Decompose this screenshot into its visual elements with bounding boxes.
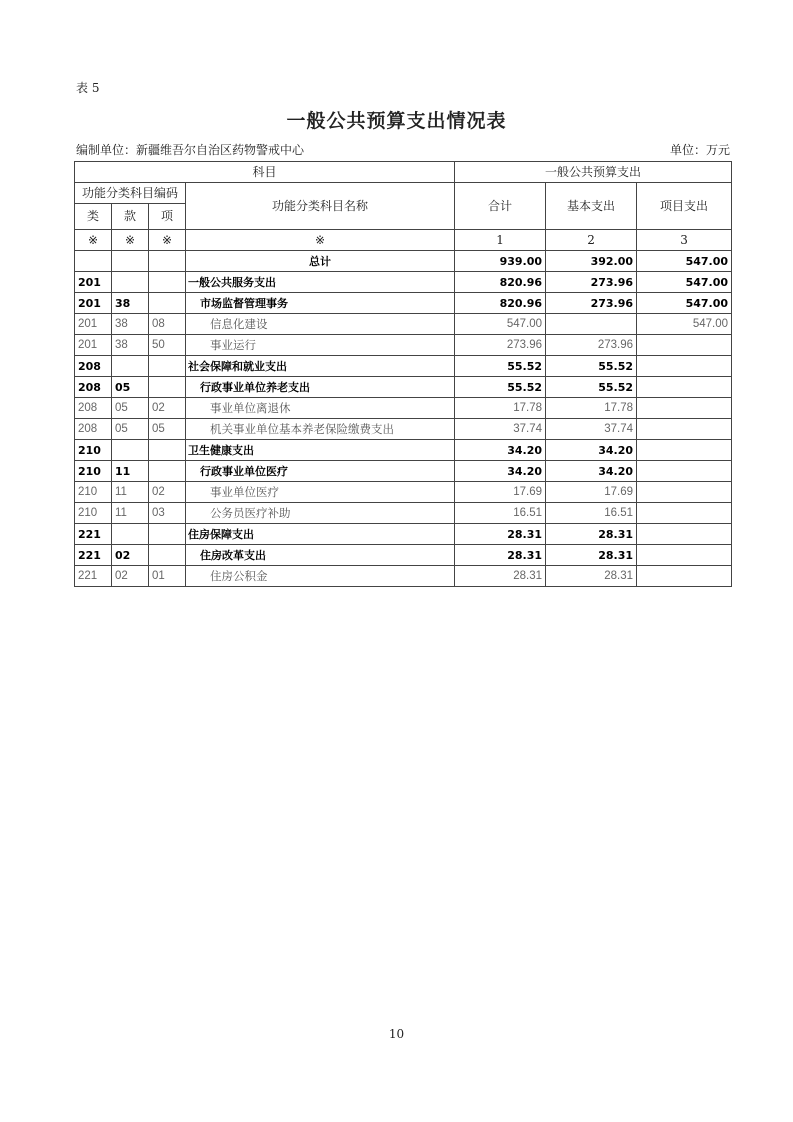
code-xiang-cell [149,524,186,545]
total-cell: 17.69 [455,482,546,503]
project-cell [637,419,732,440]
code-lei-cell: 221 [75,524,112,545]
basic-cell: 37.74 [546,419,637,440]
basic-cell: 34.20 [546,440,637,461]
basic-cell: 17.78 [546,398,637,419]
code-lei-cell: 210 [75,503,112,524]
basic-cell: 273.96 [546,272,637,293]
subject-name-cell: 社会保障和就业支出 [186,356,455,377]
project-cell [637,566,732,587]
table-row [75,314,732,335]
table-row [75,293,732,314]
code-kuan-cell [112,272,149,293]
header-kuan: 款 [112,204,149,230]
code-lei-cell [75,251,112,272]
table-row [75,524,732,545]
code-lei-cell: 210 [75,482,112,503]
subject-name-cell: 住房保障支出 [186,524,455,545]
code-xiang-cell [149,293,186,314]
code-kuan-cell: 05 [112,377,149,398]
basic-cell: 28.31 [546,524,637,545]
code-kuan-cell: 38 [112,314,149,335]
project-cell: 547.00 [637,251,732,272]
basic-cell: 17.69 [546,482,637,503]
code-lei-cell: 201 [75,293,112,314]
table-row [75,545,732,566]
total-cell: 34.20 [455,461,546,482]
basic-cell: 392.00 [546,251,637,272]
code-xiang-cell: 08 [149,314,186,335]
table-row [75,377,732,398]
code-kuan-cell: 02 [112,566,149,587]
header-subject: 科目 [75,162,455,183]
total-cell: 28.31 [455,566,546,587]
code-xiang-cell [149,356,186,377]
header-code-group: 功能分类科目编码 [75,183,186,204]
total-cell: 547.00 [455,314,546,335]
total-cell: 17.78 [455,398,546,419]
subject-name-cell: 行政事业单位养老支出 [186,377,455,398]
header-mark-lei: ※ [75,230,112,251]
total-cell: 37.74 [455,419,546,440]
project-cell [637,461,732,482]
project-cell [637,482,732,503]
project-cell: 547.00 [637,293,732,314]
project-cell [637,398,732,419]
code-lei-cell: 221 [75,566,112,587]
header-lei: 类 [75,204,112,230]
unit-line [76,141,730,158]
subject-name-cell: 事业单位医疗 [186,482,455,503]
subject-name-cell: 行政事业单位医疗 [186,461,455,482]
compiling-unit: 编制单位：新疆维吾尔自治区药物警戒中心 [76,143,305,157]
subject-name-cell: 卫生健康支出 [186,440,455,461]
page-number: 10 [388,1027,405,1041]
subject-name-cell: 住房公积金 [186,566,455,587]
header-row-4 [75,230,732,251]
total-cell: 273.96 [455,335,546,356]
code-kuan-cell: 11 [112,503,149,524]
code-xiang-cell: 05 [149,419,186,440]
total-cell: 820.96 [455,293,546,314]
subject-name-cell: 信息化建设 [186,314,455,335]
basic-cell: 55.52 [546,356,637,377]
code-lei-cell: 201 [75,335,112,356]
code-lei-cell: 210 [75,461,112,482]
total-cell: 16.51 [455,503,546,524]
code-kuan-cell: 05 [112,419,149,440]
table-row [75,503,732,524]
subject-name-cell: 市场监督管理事务 [186,293,455,314]
table-row [75,419,732,440]
basic-cell: 28.31 [546,545,637,566]
header-name: 功能分类科目名称 [186,183,455,230]
total-cell: 28.31 [455,524,546,545]
code-kuan-cell: 11 [112,461,149,482]
code-kuan-cell: 38 [112,335,149,356]
table-row [75,566,732,587]
code-kuan-cell [112,440,149,461]
code-lei-cell: 210 [75,440,112,461]
code-lei-cell: 221 [75,545,112,566]
table-number: 表 5 [76,81,100,95]
basic-cell [546,314,637,335]
header-budget-group: 一般公共预算支出 [455,162,732,183]
basic-cell: 34.20 [546,461,637,482]
table-row [75,482,732,503]
code-lei-cell: 208 [75,398,112,419]
code-xiang-cell: 01 [149,566,186,587]
total-cell: 28.31 [455,545,546,566]
project-cell [637,377,732,398]
code-xiang-cell: 02 [149,398,186,419]
code-kuan-cell [112,356,149,377]
project-cell [637,335,732,356]
subject-name-cell: 公务员医疗补助 [186,503,455,524]
code-kuan-cell [112,524,149,545]
code-lei-cell: 208 [75,419,112,440]
subject-name-cell: 总计 [186,251,455,272]
total-cell: 820.96 [455,272,546,293]
basic-cell: 55.52 [546,377,637,398]
subject-name-cell: 住房改革支出 [186,545,455,566]
table-row [75,461,732,482]
code-kuan-cell: 38 [112,293,149,314]
table-row [75,398,732,419]
subject-name-cell: 事业运行 [186,335,455,356]
code-lei-cell: 201 [75,314,112,335]
table-row [75,251,732,272]
code-kuan-cell: 11 [112,482,149,503]
header-col-1: 1 [455,230,546,251]
code-xiang-cell: 02 [149,482,186,503]
total-cell: 34.20 [455,440,546,461]
basic-cell: 273.96 [546,335,637,356]
header-col-3: 3 [637,230,732,251]
code-xiang-cell: 03 [149,503,186,524]
currency-unit: 单位：万元 [669,143,730,157]
total-cell: 55.52 [455,377,546,398]
subject-name-cell: 机关事业单位基本养老保险缴费支出 [186,419,455,440]
header-mark-name: ※ [186,230,455,251]
project-cell [637,503,732,524]
project-cell: 547.00 [637,272,732,293]
header-total: 合计 [455,183,546,230]
code-lei-cell: 201 [75,272,112,293]
subject-name-cell: 事业单位离退休 [186,398,455,419]
header-row-1 [75,162,732,183]
table-row [75,335,732,356]
code-xiang-cell [149,377,186,398]
table-row [75,272,732,293]
code-xiang-cell [149,461,186,482]
project-cell: 547.00 [637,314,732,335]
basic-cell: 16.51 [546,503,637,524]
subject-name-cell: 一般公共服务支出 [186,272,455,293]
header-mark-xiang: ※ [149,230,186,251]
header-col-2: 2 [546,230,637,251]
budget-table [74,161,732,587]
header-project: 项目支出 [637,183,732,230]
project-cell [637,356,732,377]
project-cell [637,440,732,461]
code-lei-cell: 208 [75,377,112,398]
code-xiang-cell [149,440,186,461]
project-cell [637,545,732,566]
header-row-2 [75,183,732,204]
table-body [75,162,732,587]
total-cell: 55.52 [455,356,546,377]
header-basic: 基本支出 [546,183,637,230]
code-kuan-cell: 02 [112,545,149,566]
total-cell: 939.00 [455,251,546,272]
code-lei-cell: 208 [75,356,112,377]
code-kuan-cell: 05 [112,398,149,419]
table-row [75,356,732,377]
header-mark-kuan: ※ [112,230,149,251]
code-xiang-cell: 50 [149,335,186,356]
page-title: 一般公共预算支出情况表 [286,110,507,132]
code-xiang-cell [149,272,186,293]
project-cell [637,524,732,545]
basic-cell: 28.31 [546,566,637,587]
code-xiang-cell [149,545,186,566]
code-kuan-cell [112,251,149,272]
table-row [75,440,732,461]
basic-cell: 273.96 [546,293,637,314]
code-xiang-cell [149,251,186,272]
header-xiang: 项 [149,204,186,230]
